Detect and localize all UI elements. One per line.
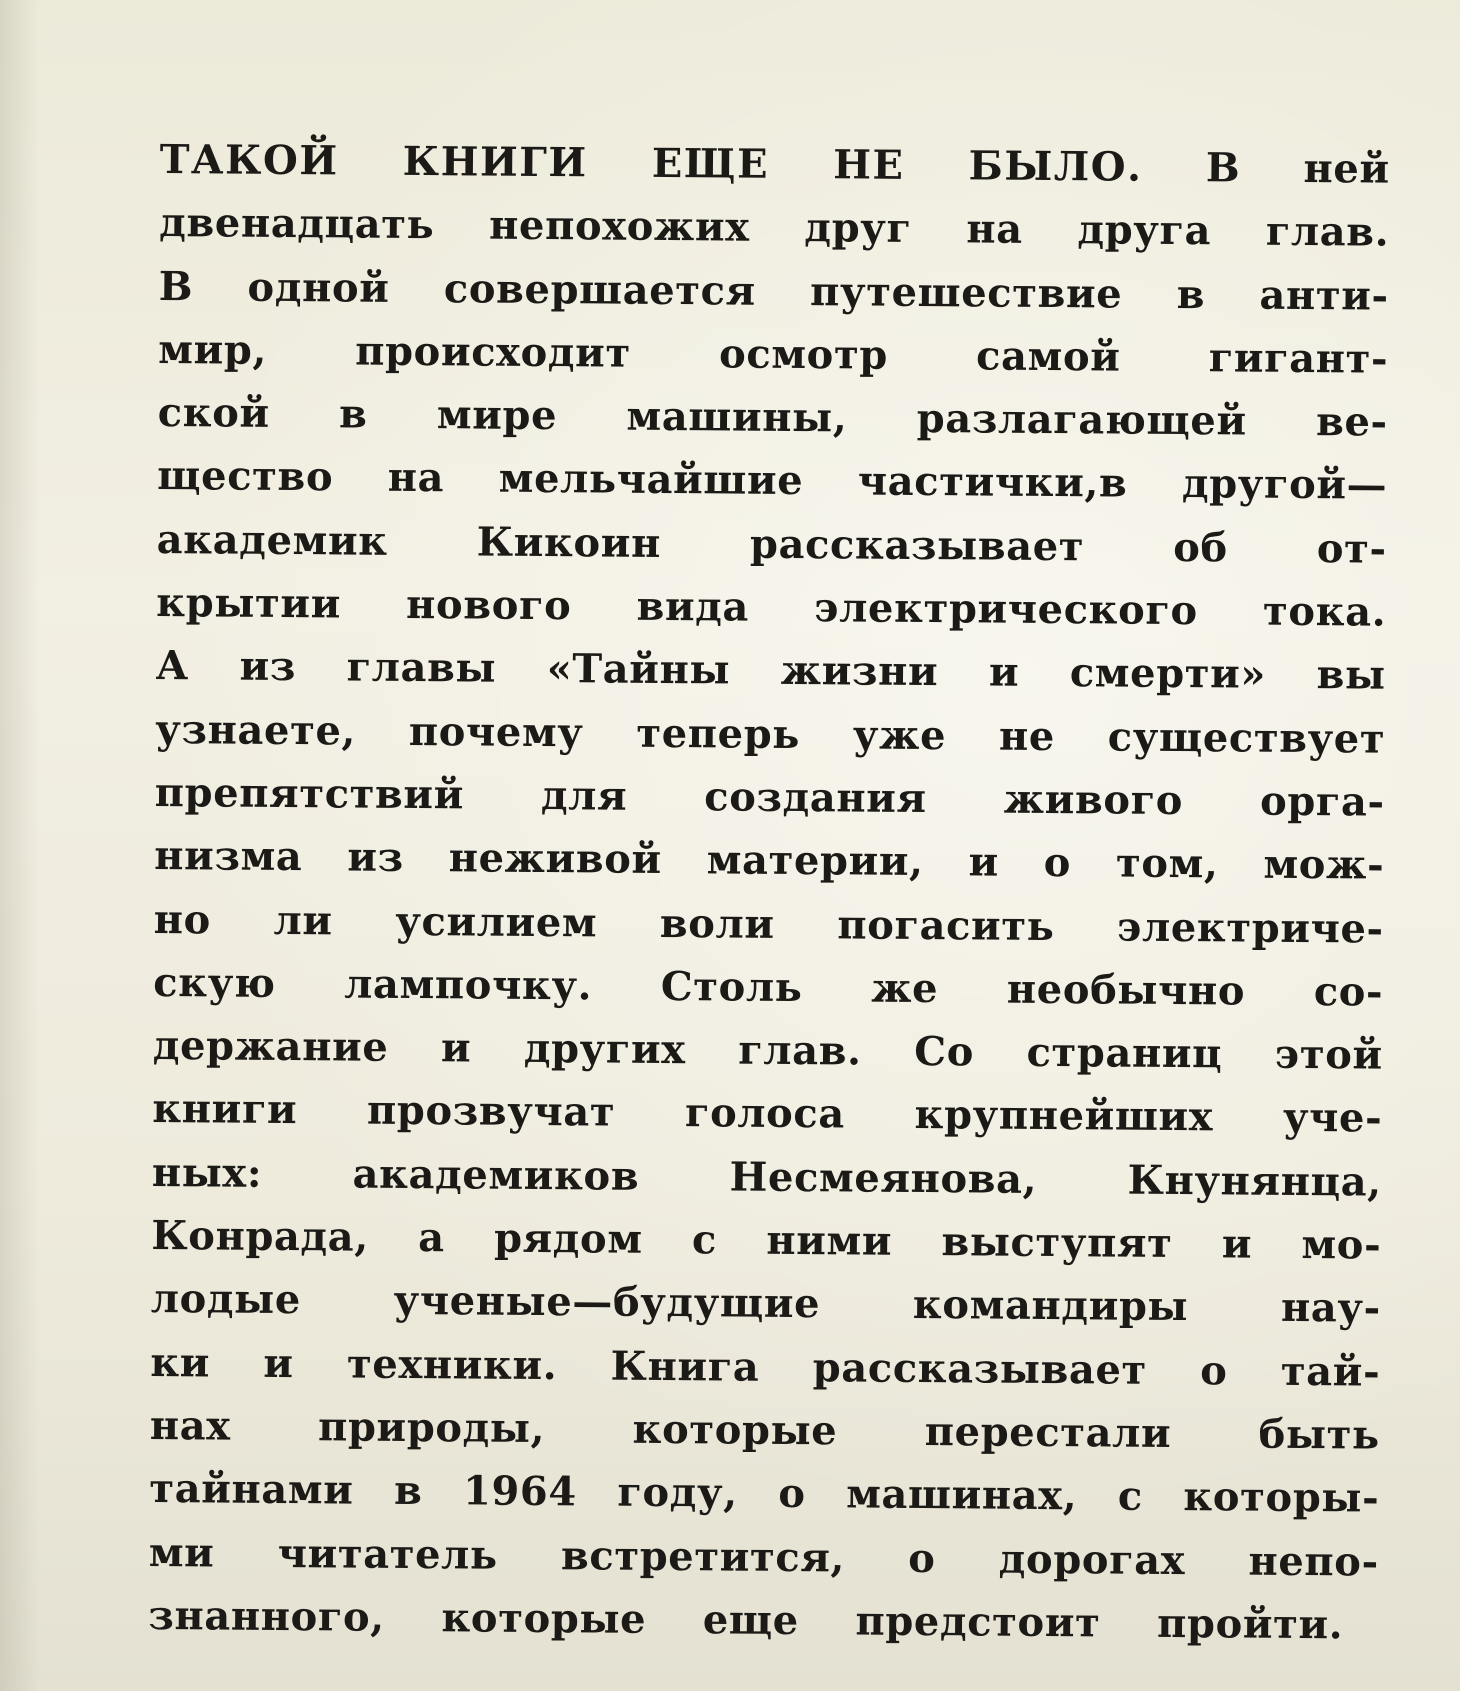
text-line-3: В одной совершается путешествие в анти- — [158, 262, 1389, 320]
text-line-6: щество на мельчайшие частички,в другой— — [157, 452, 1388, 510]
text-line-10: узнаете, почему теперь уже не существует — [155, 705, 1386, 763]
text-line-7: академик Кикоин рассказывает об от- — [156, 515, 1387, 573]
text-line-21: нах природы, которые перестали быть — [149, 1401, 1380, 1459]
text-line-15: держание и других глав. Со страниц этой — [152, 1022, 1383, 1079]
text-line-4: мир, происходит осмотр самой гигант- — [158, 325, 1389, 383]
text-line-13: но ли усилием воли погасить электриче- — [153, 895, 1384, 953]
text-line-11: препятствий для создания живого орга- — [154, 768, 1385, 826]
text-line-12: низма из неживой материи, и о том, мож- — [154, 832, 1385, 889]
page-edge-shadow — [0, 0, 40, 1691]
text-line-18: Конрада, а рядом с ними выступят и мо- — [151, 1212, 1382, 1269]
text-line-23: ми читатель встретится, о дорогах непо- — [148, 1528, 1379, 1586]
text-line-9: А из главы «Тайны жизни и смерти» вы — [155, 642, 1386, 700]
text-line-20: ки и техники. Книга рассказывает о тай- — [150, 1338, 1381, 1396]
line-text: В ней — [1142, 143, 1390, 193]
text-line-8: крытии нового вида электрического тока. — [156, 579, 1387, 636]
annotation-text — [148, 128, 1390, 1649]
lead-phrase: ТАКОЙ КНИГИ ЕЩЕ НЕ БЫЛО. — [159, 135, 1143, 191]
text-line-22: тайнами в 1964 году, о машинах, с которы- — [149, 1465, 1380, 1522]
text-line-5: ской в мире машины, разлагающей ве- — [157, 389, 1388, 446]
text-line-24: знанного, которые еще предстоит пройти. — [148, 1591, 1344, 1649]
text-line-1 — [160, 128, 1390, 201]
text-line-19: лодые ученые—будущие командиры нау- — [150, 1275, 1381, 1332]
text-line-14: скую лампочку. Столь же необычно со- — [153, 958, 1384, 1016]
text-line-17: ных: академиков Несмеянова, Кнунянца, — [151, 1148, 1382, 1206]
text-line-16: книги прозвучат голоса крупнейших уче- — [152, 1085, 1383, 1143]
text-line-2: двенадцать непохожих друг на друга глав. — [159, 199, 1390, 256]
